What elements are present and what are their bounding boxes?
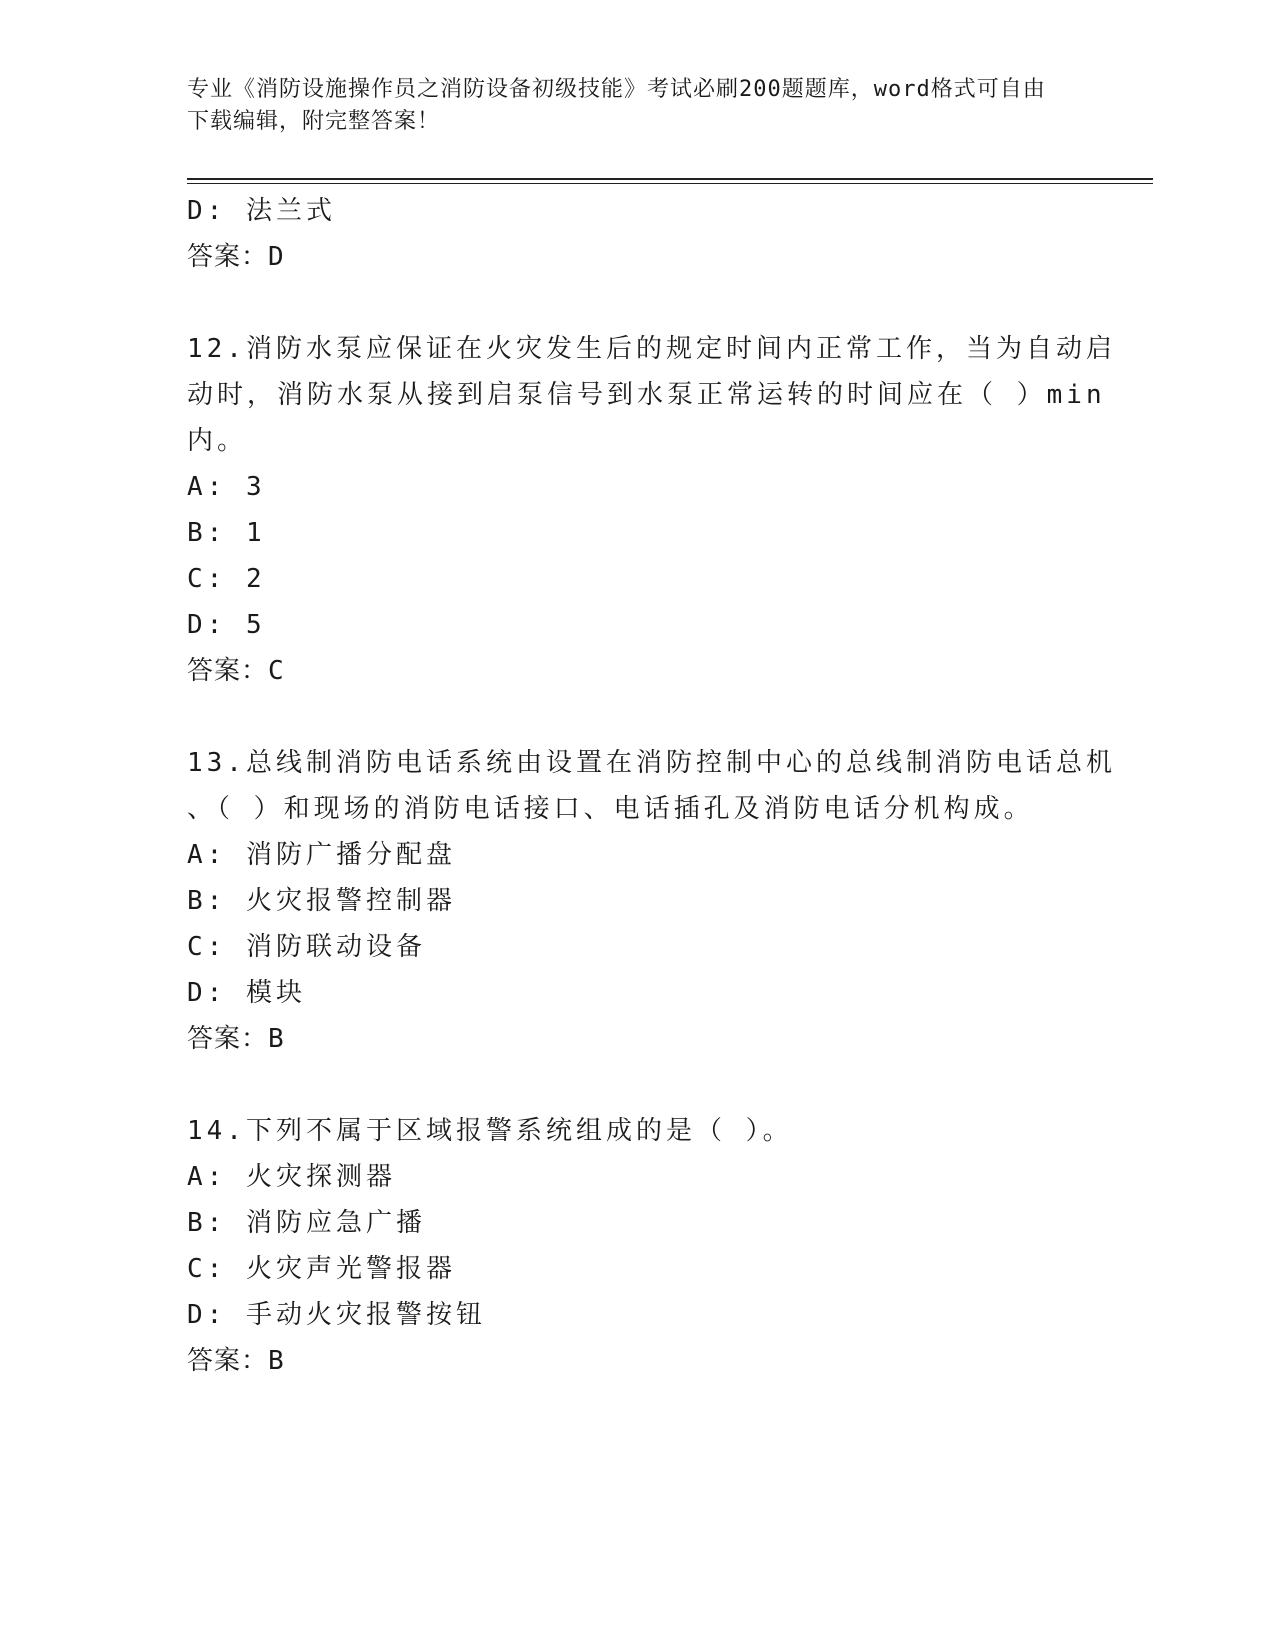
prev-answer: 答案：D bbox=[187, 242, 285, 272]
question-text-line: 13.总线制消防电话系统由设置在消防控制中心的总线制消防电话总机 bbox=[187, 748, 1116, 778]
spacer bbox=[187, 1062, 1087, 1108]
answer: 答案：B bbox=[187, 1346, 285, 1376]
question-text-line: 12.消防水泵应保证在火灾发生后的规定时间内正常工作，当为自动启 bbox=[187, 334, 1116, 364]
question-14 bbox=[187, 1108, 1087, 1384]
prev-option-d: D: 法兰式 bbox=[187, 196, 336, 226]
option-a: A: 火灾探测器 bbox=[187, 1162, 396, 1192]
document-header: 专业《消防设施操作员之消防设备初级技能》考试必刷200题题库，word格式可自由下载编辑，附完整答案！ bbox=[187, 77, 1046, 134]
question-text-line: 动时，消防水泵从接到启泵信号到水泵正常运转的时间应在（ ）min bbox=[187, 380, 1106, 410]
question-12 bbox=[187, 326, 1116, 694]
header-rule-thin bbox=[187, 183, 1153, 184]
option-b: B: 1 bbox=[187, 518, 266, 548]
option-d: D: 手动火灾报警按钮 bbox=[187, 1300, 486, 1330]
option-a: A: 消防广播分配盘 bbox=[187, 840, 456, 870]
question-text-line: 内。 bbox=[187, 426, 248, 456]
question-13 bbox=[187, 740, 1116, 1062]
spacer bbox=[187, 694, 1087, 740]
header-rule-thick bbox=[187, 178, 1153, 180]
question-content bbox=[187, 188, 1116, 1384]
answer: 答案：B bbox=[187, 1024, 285, 1054]
option-c: C: 消防联动设备 bbox=[187, 932, 426, 962]
option-c: C: 2 bbox=[187, 564, 266, 594]
option-b: B: 火灾报警控制器 bbox=[187, 886, 456, 916]
question-text-line: 14.下列不属于区域报警系统组成的是（ ）。 bbox=[187, 1116, 793, 1146]
option-c: C: 火灾声光警报器 bbox=[187, 1254, 456, 1284]
option-d: D: 模块 bbox=[187, 978, 306, 1008]
option-b: B: 消防应急广播 bbox=[187, 1208, 426, 1238]
answer: 答案：C bbox=[187, 656, 285, 686]
question-text-line: 、（ ）和现场的消防电话接口、电话插孔及消防电话分机构成。 bbox=[187, 794, 1034, 824]
option-d: D: 5 bbox=[187, 610, 266, 640]
spacer bbox=[187, 280, 1087, 326]
option-a: A: 3 bbox=[187, 472, 266, 502]
